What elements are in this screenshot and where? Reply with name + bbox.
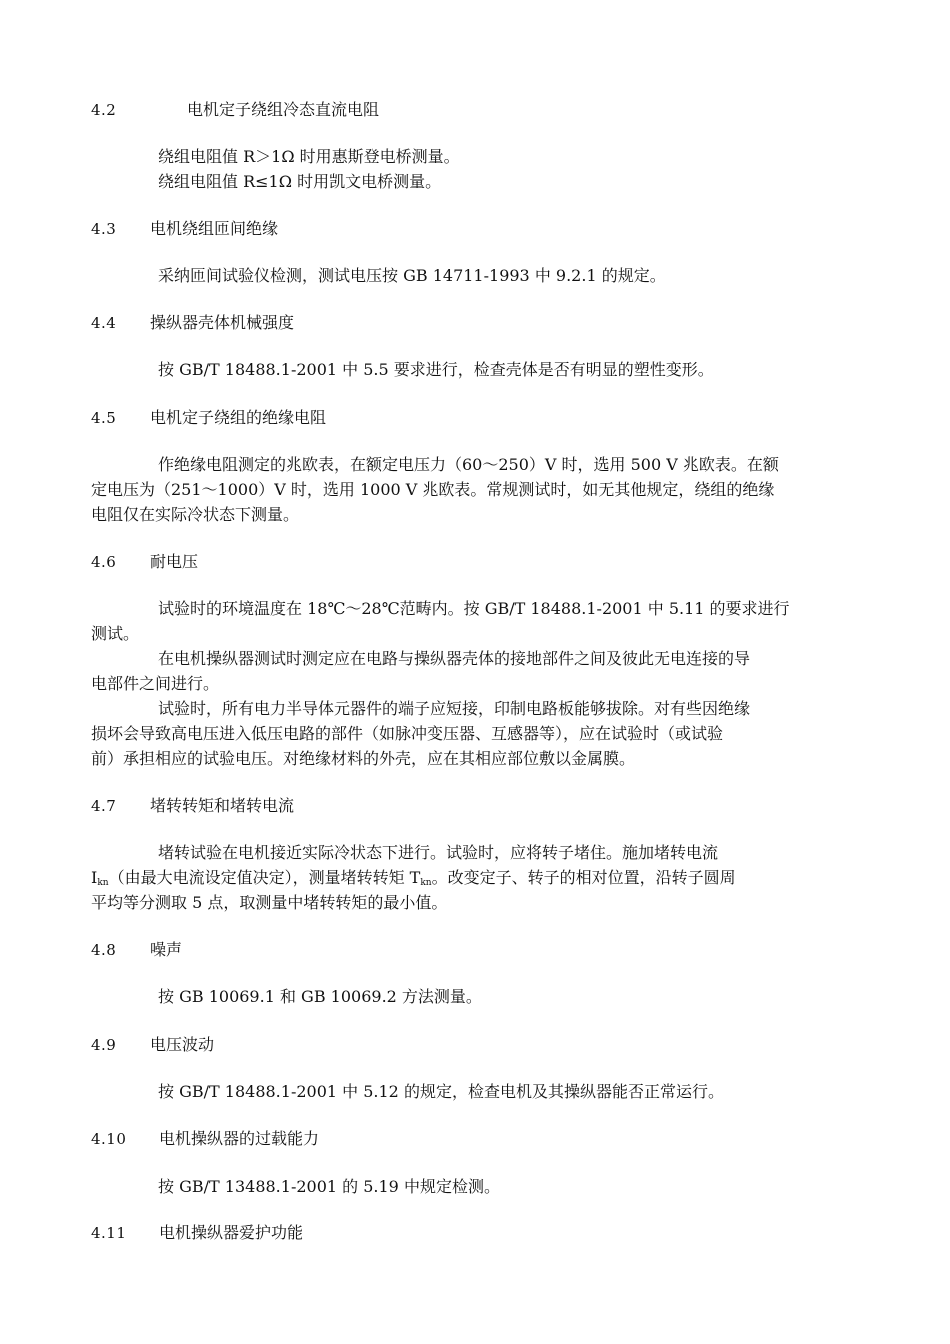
section-heading: 噪声 [150, 940, 183, 959]
section-heading: 电机定子绕组冷态直流电阻 [187, 100, 380, 119]
body-line: 堵转试验在电机接近实际冷状态下进行。试验时，应将转子堵住。施加堵转电流 [158, 843, 719, 862]
section-heading: 堵转转矩和堵转电流 [150, 796, 295, 815]
body-line: 在电机操纵器测试时测定应在电路与操纵器壳体的接地部件之间及彼此无电连接的导 [158, 649, 751, 668]
section-number: 4.6 [91, 553, 117, 571]
section-number: 4.2 [91, 101, 117, 119]
section-number: 4.11 [91, 1224, 127, 1242]
current-symbol: $I_{kn}$ [91, 868, 109, 888]
section-number: 4.9 [91, 1036, 117, 1054]
body-line: 电阻仅在实际冷状态下测量。 [91, 505, 300, 524]
section-number: 4.7 [91, 797, 117, 815]
body-line: 按 GB 10069.1 和 GB 10069.2 方法测量。 [158, 987, 482, 1006]
section-number: 4.4 [91, 314, 117, 332]
section-heading: 电机操纵器的过载能力 [159, 1129, 320, 1148]
section-number: 4.8 [91, 941, 117, 959]
body-line: 定电压为（251～1000）V 时，选用 1000 V 兆欧表。常规测试时，如无其他规定，绕组的绝缘 [91, 480, 775, 499]
body-line: 绕组电阻值 R＞1Ω 时用惠斯登电桥测量。 [158, 147, 460, 166]
section-number: 4.3 [91, 220, 117, 238]
body-line: 测试。 [91, 624, 140, 643]
section-heading: 电压波动 [150, 1035, 215, 1054]
body-line: 平均等分测取 5 点，取测量中堵转转矩的最小值。 [91, 893, 448, 912]
section-heading: 电机绕组匝间绝缘 [150, 219, 279, 238]
section-heading: 操纵器壳体机械强度 [150, 313, 295, 332]
body-line: 按 GB/T 18488.1-2001 中 5.12 的规定，检查电机及其操纵器能否正常运行。 [158, 1082, 724, 1101]
body-line: 损坏会导致高电压进入低压电路的部件（如脉冲变压器、互感器等），应在试验时（或试验 [91, 724, 724, 743]
body-line: 作绝缘电阻测定的兆欧表，在额定电压力（60～250）V 时，选用 500 V 兆欧表。在额 [158, 455, 779, 474]
body-line: 试验时，所有电力半导体元器件的端子应短接，印制电路板能够拔除。对有些因绝缘 [158, 699, 751, 718]
body-line: 采纳匝间试验仪检测，测试电压按 GB 14711-1993 中 9.2.1 的规定。 [158, 266, 666, 285]
body-line: 电部件之间进行。 [91, 674, 220, 693]
body-line: 按 GB/T 18488.1-2001 中 5.5 要求进行，检查壳体是否有明显的塑性变形。 [158, 360, 714, 379]
body-line: 试验时的环境温度在 18℃～28℃范畴内。按 GB/T 18488.1-2001 中 5.11 的要求进行 [158, 599, 790, 618]
body-line: 前）承担相应的试验电压。对绝缘材料的外壳，应在其相应部位敷以金属膜。 [91, 749, 636, 768]
body-line-with-symbols: $I_{kn}$（由最大电流设定值决定），测量堵转转矩 $T_{kn}$。改变定子、转子的相对位置，沿转子圆周 [91, 868, 736, 888]
body-line: 绕组电阻值 R≤1Ω 时用凯文电桥测量。 [158, 172, 442, 191]
body-line: 按 GB/T 13488.1-2001 的 5.19 中规定检测。 [158, 1177, 500, 1196]
section-heading: 电机定子绕组的绝缘电阻 [150, 408, 327, 427]
section-number: 4.10 [91, 1130, 127, 1148]
section-heading: 耐电压 [150, 552, 199, 571]
section-heading: 电机操纵器爱护功能 [159, 1223, 304, 1242]
torque-symbol: $T_{kn}$ [409, 868, 432, 888]
section-number: 4.5 [91, 409, 117, 427]
